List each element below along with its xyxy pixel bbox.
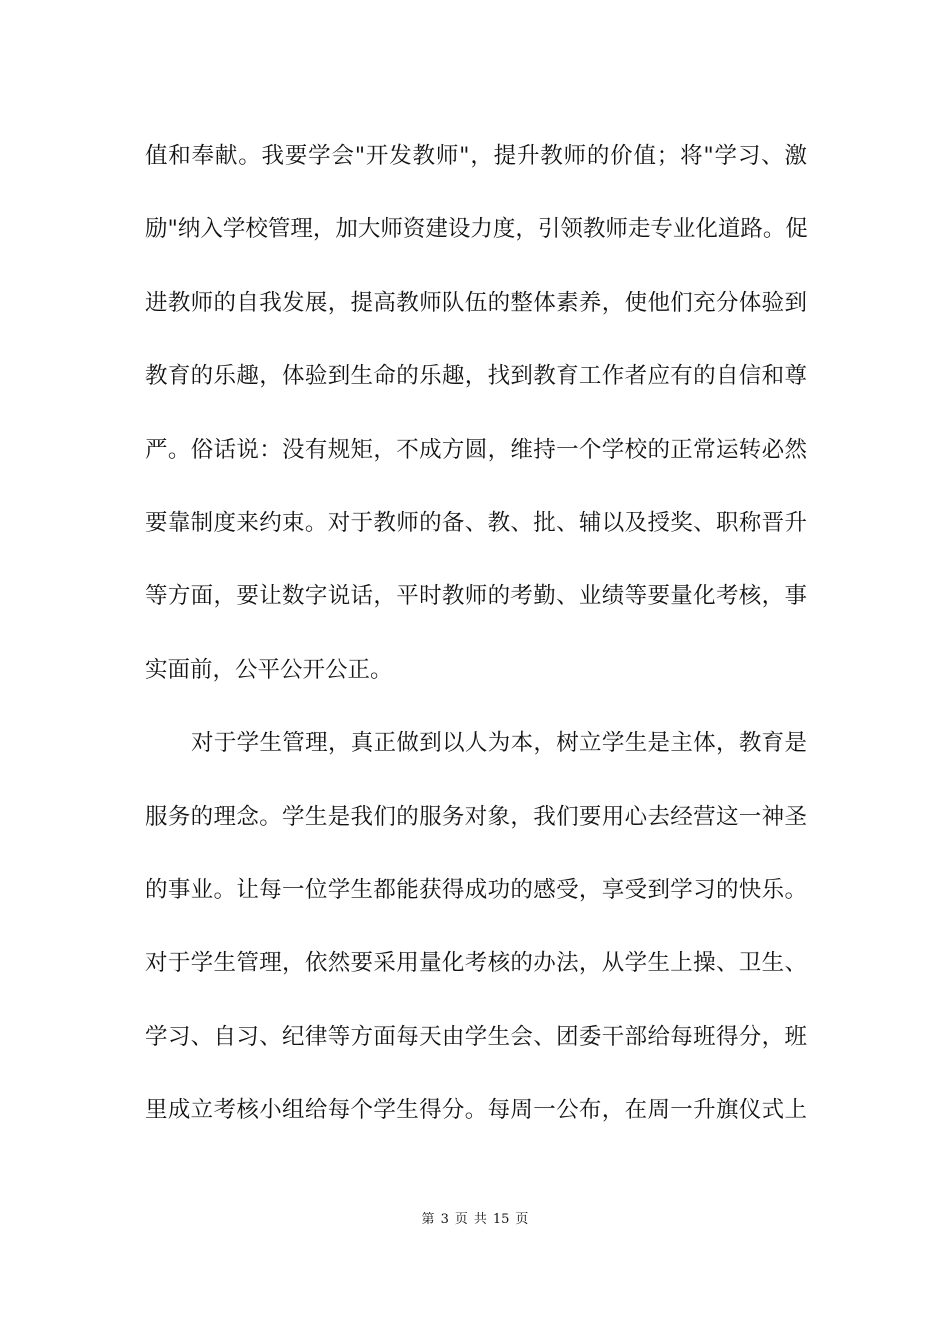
footer-page-word: 页 <box>454 1212 468 1227</box>
paragraph-1 <box>145 128 807 715</box>
page-footer <box>0 1208 950 1227</box>
text-line: 对于学生管理，依然要采用量化考核的办法，从学生上操、卫生、 <box>145 950 807 977</box>
text-line: 要靠制度来约束。对于教师的备、教、批、辅以及授奖、职称晋升 <box>145 509 807 536</box>
text-line: 进教师的自我发展，提高教师队伍的整体素养，使他们充分体验到 <box>145 289 807 316</box>
footer-total-pages: 15 <box>492 1212 510 1227</box>
body-text <box>145 128 807 1155</box>
text-line: 的事业。让每一位学生都能获得成功的感受，享受到学习的快乐。 <box>145 876 807 903</box>
text-line: 里成立考核小组给每个学生得分。每周一公布，在周一升旗仪式上 <box>145 1097 807 1124</box>
text-line: 等方面，要让数字说话，平时教师的考勤、业绩等要量化考核，事 <box>145 583 807 610</box>
text-line: 实面前，公平公开公正。 <box>145 656 393 683</box>
text-line: 教育的乐趣，体验到生命的乐趣，找到教育工作者应有的自信和尊 <box>145 363 807 390</box>
text-line: 服务的理念。学生是我们的服务对象，我们要用心去经营这一神圣 <box>145 803 807 830</box>
footer-current-page: 3 <box>440 1212 449 1227</box>
footer-total-word: 共 <box>473 1212 487 1227</box>
text-line: 对于学生管理，真正做到以人为本，树立学生是主体，教育是 <box>191 730 807 757</box>
text-line: 励"纳入学校管理，加大师资建设力度，引领教师走专业化道路。促 <box>145 216 808 243</box>
text-line: 学习、自习、纪律等方面每天由学生会、团委干部给每班得分，班 <box>145 1023 807 1050</box>
footer-suffix: 页 <box>515 1212 529 1227</box>
text-line: 严。俗话说：没有规矩，不成方圆，维持一个学校的正常运转必然 <box>145 436 807 463</box>
text-line: 值和奉献。我要学会"开发教师"，提升教师的价值；将"学习、激 <box>145 143 807 169</box>
footer-prefix: 第 <box>421 1212 435 1227</box>
paragraph-2 <box>145 715 807 1155</box>
